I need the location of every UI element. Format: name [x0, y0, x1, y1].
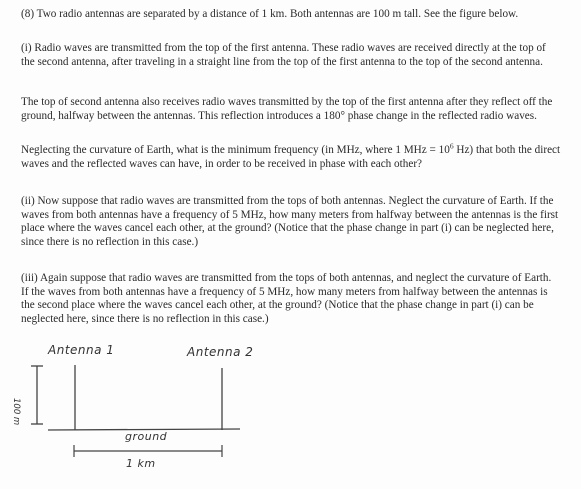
question-text-after: Hz) that both the direct waves and the reflected waves can have, in order to be received in phase with each other? [21, 144, 561, 170]
figure-lines [0, 340, 581, 489]
antenna-2-label: Antenna 2 [187, 345, 254, 359]
ground-label: ground [125, 430, 168, 443]
antenna-figure [0, 340, 581, 489]
antenna-1-label: Antenna 1 [48, 343, 115, 357]
part-iii-paragraph: (iii) Again suppose that radio waves are transmitted from the tops of both antennas, and neglect the curvature of Earth. If the waves from both antennas have a frequency of 5 MHz, how many meters from halfway between the antennas is the second place where the waves cancel each other, at the ground? (Notice that the phase change in part (i) can be neglected here, since there is no reflection in this case.) [21, 272, 552, 325]
problem-intro: (8) Two radio antennas are separated by a distance of 1 km. Both antennas are 100 m tall. See the figure below. [21, 8, 519, 20]
distance-label: 1 km [126, 457, 156, 470]
part-i-paragraph: (i) Radio waves are transmitted from the top of the first antenna. These radio waves are received directly at the top of the second antenna, after traveling in a straight line from the top of the first antenna to the top of the second antenna. [21, 42, 546, 68]
height-label: 100 m [11, 398, 21, 426]
reflection-paragraph: The top of second antenna also receives radio waves transmitted by the top of the first antenna after they reflect off the ground, halfway between the antennas. This reflection introduces a 180° phase change in the reflected radio waves. [21, 96, 553, 122]
question-text-before: Neglecting the curvature of Earth, what is the minimum frequency (in MHz, where 1 MHz = 10 [21, 144, 450, 156]
part-ii-paragraph: (ii) Now suppose that radio waves are transmitted from the tops of both antennas. Neglect the curvature of Earth. If the waves from both antennas have a frequency of 5 MHz, how many meters from halfway between the antennas is the first place where the waves cancel each other, at the ground? (Notice that the phase change in part (i) can be neglected here, since there is no reflection in this case.) [21, 195, 559, 248]
part-i-question [21, 141, 561, 171]
exponent: 6 [449, 141, 454, 151]
